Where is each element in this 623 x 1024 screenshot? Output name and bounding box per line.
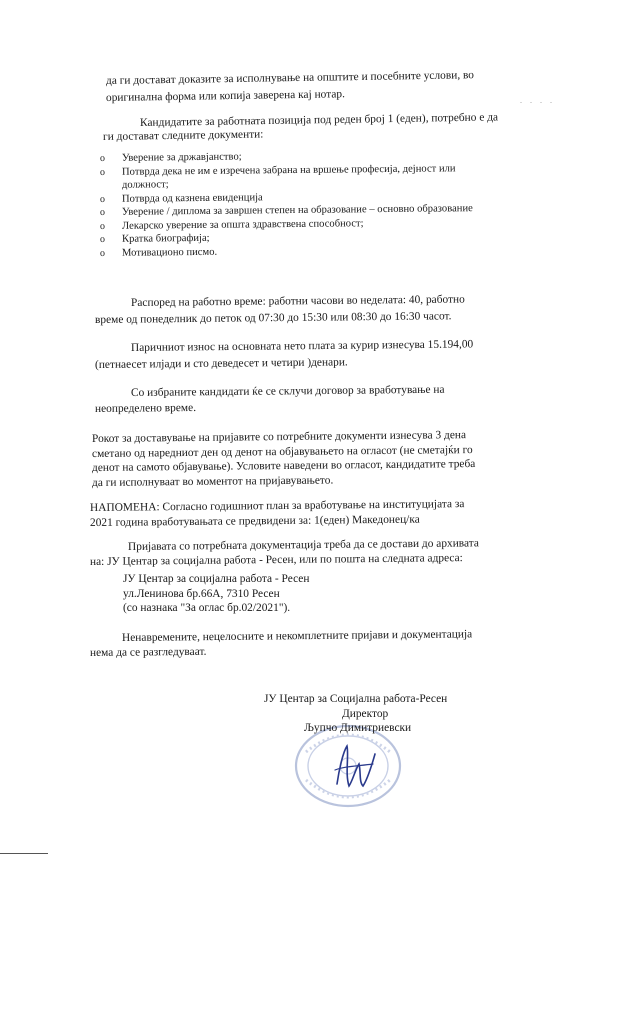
schedule-line-1: Распоред на работно време: работни часови во неделата: 40, работно	[130, 293, 465, 309]
list-item: o Лекарско уверение за општа здравствена способност;	[100, 215, 530, 233]
intro-line-2: оригинална форма или копија заверена кај нотар.	[105, 88, 345, 104]
scan-artifact-line	[0, 853, 48, 854]
list-item: o Мотивационо писмо.	[100, 242, 530, 260]
intro-line-1: да ги доставaт доказите за исполнување на општите и посебните услови, во	[105, 69, 475, 87]
candidates-line-2: ги доставaт следните документи:	[102, 128, 264, 143]
signatory-title: Директор	[342, 707, 389, 720]
list-item: o Уверение / диплома за завршен степен на образование – основно образование	[100, 201, 530, 219]
list-item: o Уверение за државјанство;	[100, 147, 530, 165]
required-documents-list	[100, 152, 530, 260]
note-line-1: НАПОМЕНА: Согласно годишниот план за вработување на институцијата за	[89, 498, 465, 514]
warning-line-1: Ненавремените, нецелосните и некомплетните пријави и документација	[121, 628, 473, 644]
deadline-line-1: Рокот за доставување на пријавите со потребните документи изнесува 3 дена	[91, 429, 467, 445]
deadline-line-3: денот на самото објавување). Условите наведени во огласот, кандидатите треба	[91, 457, 476, 474]
note-line-2: 2021 година вработувањата се предвидени за: 1(еден) Македонец/ка	[89, 513, 420, 529]
schedule-line-2: време од понеделник до петок од 07:30 до 15:30 или 08:30 до 16:30 часот.	[94, 310, 452, 326]
deadline-line-4: да ги исполнуваат во моментот на пријавувањето.	[91, 474, 334, 489]
contract-line-1: Со избраните кандидати ќе се склучи договор за вработување на	[130, 383, 445, 399]
list-item: o Кратка биографија;	[100, 228, 530, 246]
signature-block	[264, 692, 504, 736]
submission-line-1: Пријавата со потребната документација треба да се достави до архивата	[127, 537, 480, 553]
warning-line-2: нема да се разгледуваат.	[89, 645, 207, 659]
scan-specks: . . . .	[520, 96, 555, 105]
submission-line-2: на: ЈУ Центар за социјална работа - Ресен, или по пошта на следната адреса:	[89, 552, 463, 568]
candidates-line-1: Кандидатите за работната позиција под реден број 1 (еден), потребно е да	[139, 111, 499, 129]
signatory-name: Љупчо Димитриевски	[304, 722, 412, 734]
institution-name: ЈУ Центар за Социјална работа-Ресен	[264, 693, 448, 705]
mailing-address	[123, 572, 309, 616]
address-line: (со назнака "За оглас бр.02/2021").	[123, 602, 291, 614]
list-item: o Потврда од казнена евиденција	[100, 188, 530, 206]
salary-line-1: Паричниот износ на основната нето плата за курир изнесува 15.194,00	[130, 338, 474, 354]
address-line: ул.Ленинова бр.66А, 7310 Ресен	[123, 587, 280, 600]
handwritten-signature-icon	[325, 740, 385, 795]
deadline-line-2: сметано од наредниот ден од денот на објавувањето на огласот (не сметајќи го	[91, 444, 473, 460]
address-line: ЈУ Центар за социјална работа - Ресен	[123, 573, 310, 585]
salary-line-2: (петнаесет илјади и сто деведесет и четири )денари.	[94, 356, 348, 371]
list-item: o Потврда дека не им е изречена забрана на вршење професија, дејност или	[100, 161, 530, 179]
list-item-text: должност;	[121, 179, 169, 191]
contract-line-2: неопределено време.	[94, 401, 197, 415]
